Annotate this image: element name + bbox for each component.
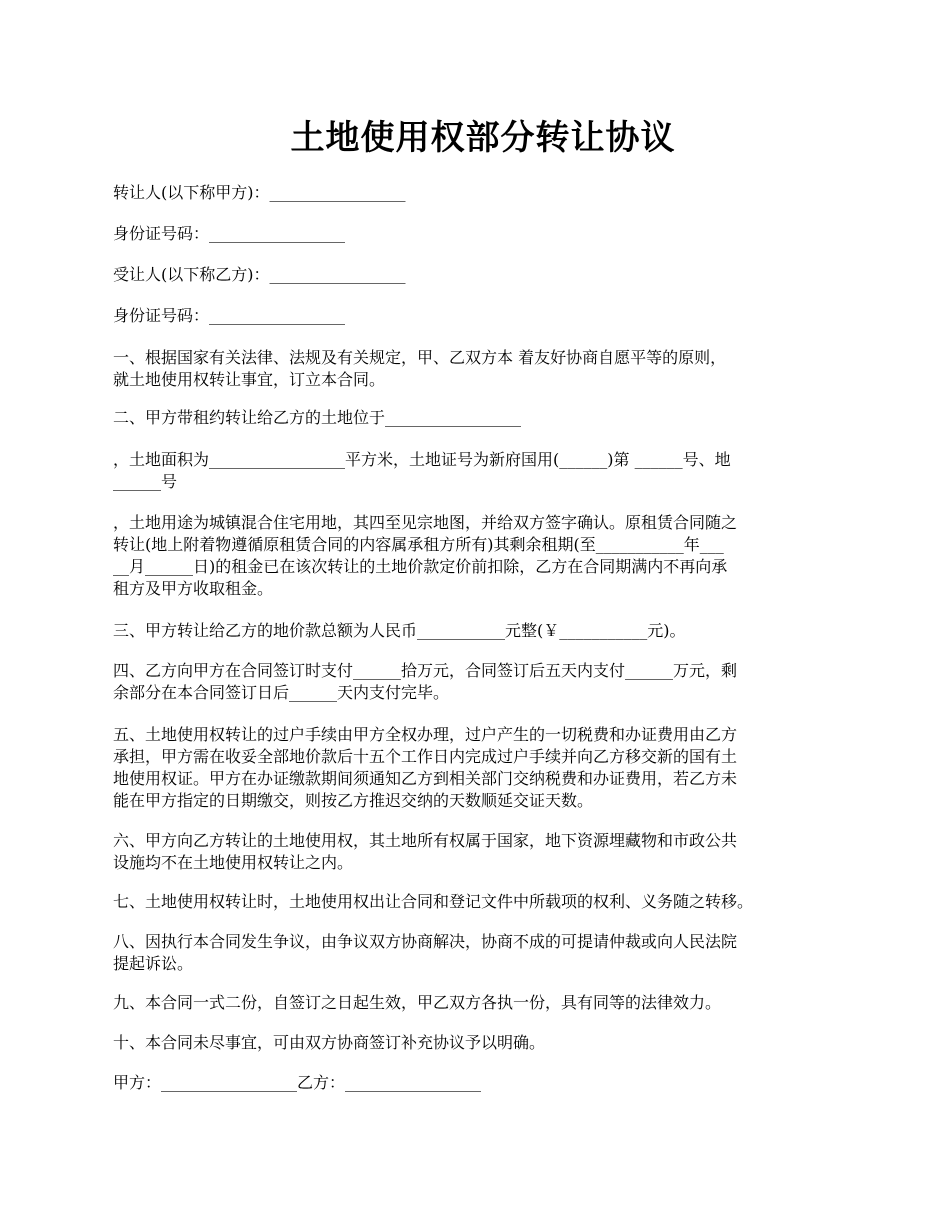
clause-2-usage: ，土地用途为城镇混合住宅用地，其四至见宗地图，并给双方签字确认。原租赁合同随之 转让(地上附着物遵循原租赁合同的内容属承租方所有)其剩余租期(至___________年___ __月______日)的租金已在该次转让的土地价款定价前扣除，乙方在合同期满内不再向承 租方及甲方收取租金。 <box>113 513 738 598</box>
signature-line: 甲方：_________________乙方：_________________ <box>113 1073 482 1092</box>
transferor-id-line: 身份证号码：_________________ <box>113 224 346 243</box>
clause-3: 三、甲方转让给乙方的地价款总额为人民币___________元整(￥___________元)。 <box>113 621 686 640</box>
clause-1: 一、根据国家有关法律、法规及有关规定，甲、乙双方本 着友好协商自愿平等的原则， 就土地使用权转让事宜，订立本合同。 <box>113 348 727 389</box>
transferee-id-line: 身份证号码：_________________ <box>113 306 346 325</box>
clause-6: 六、甲方向乙方转让的土地使用权，其土地所有权属于国家，地下资源埋藏物和市政公共 设施均不在土地使用权转让之内。 <box>113 831 738 872</box>
clause-7: 七、土地使用权转让时，土地使用权出让合同和登记文件中所载项的权利、义务随之转移。 <box>113 892 754 911</box>
clause-10: 十、本合同未尽事宜，可由双方协商签订补充协议予以明确。 <box>113 1033 546 1052</box>
clause-8: 八、因执行本合同发生争议，由争议双方协商解决，协商不成的可提请仲裁或向人民法院 提起诉讼。 <box>113 932 738 973</box>
clause-5: 五、土地使用权转让的过户手续由甲方全权办理，过户产生的一切税费和办证费用由乙方 承担，甲方需在收妥全部地价款后十五个工作日内完成过户手续并向乙方移交新的国有土 地使用权证。甲方在办证缴款期间须通知乙方到相关部门交纳税费和办证费用，若乙方未 能在甲方指定的日期缴交，则按乙方推迟交纳的天数顺延交证天数。 <box>113 725 738 810</box>
clause-2-area: ，土地面积为_________________平方米，土地证号为新府国用(______)第 ______号、地 ______号 <box>113 450 731 491</box>
document-title: 土地使用权部分转让协议 <box>290 118 676 158</box>
clause-2: 二、甲方带租约转让给乙方的土地位于_________________ <box>113 408 522 427</box>
clause-9: 九、本合同一式二份，自签订之日起生效，甲乙双方各执一份，具有同等的法律效力。 <box>113 993 722 1012</box>
transferee-line: 受让人(以下称乙方)：_________________ <box>113 265 406 284</box>
transferor-line: 转让人(以下称甲方)：_________________ <box>113 183 406 202</box>
clause-4: 四、乙方向甲方在合同签订时支付______拾万元，合同签订后五天内支付______万元，剩 余部分在本合同签订日后______天内支付完毕。 <box>113 661 738 702</box>
